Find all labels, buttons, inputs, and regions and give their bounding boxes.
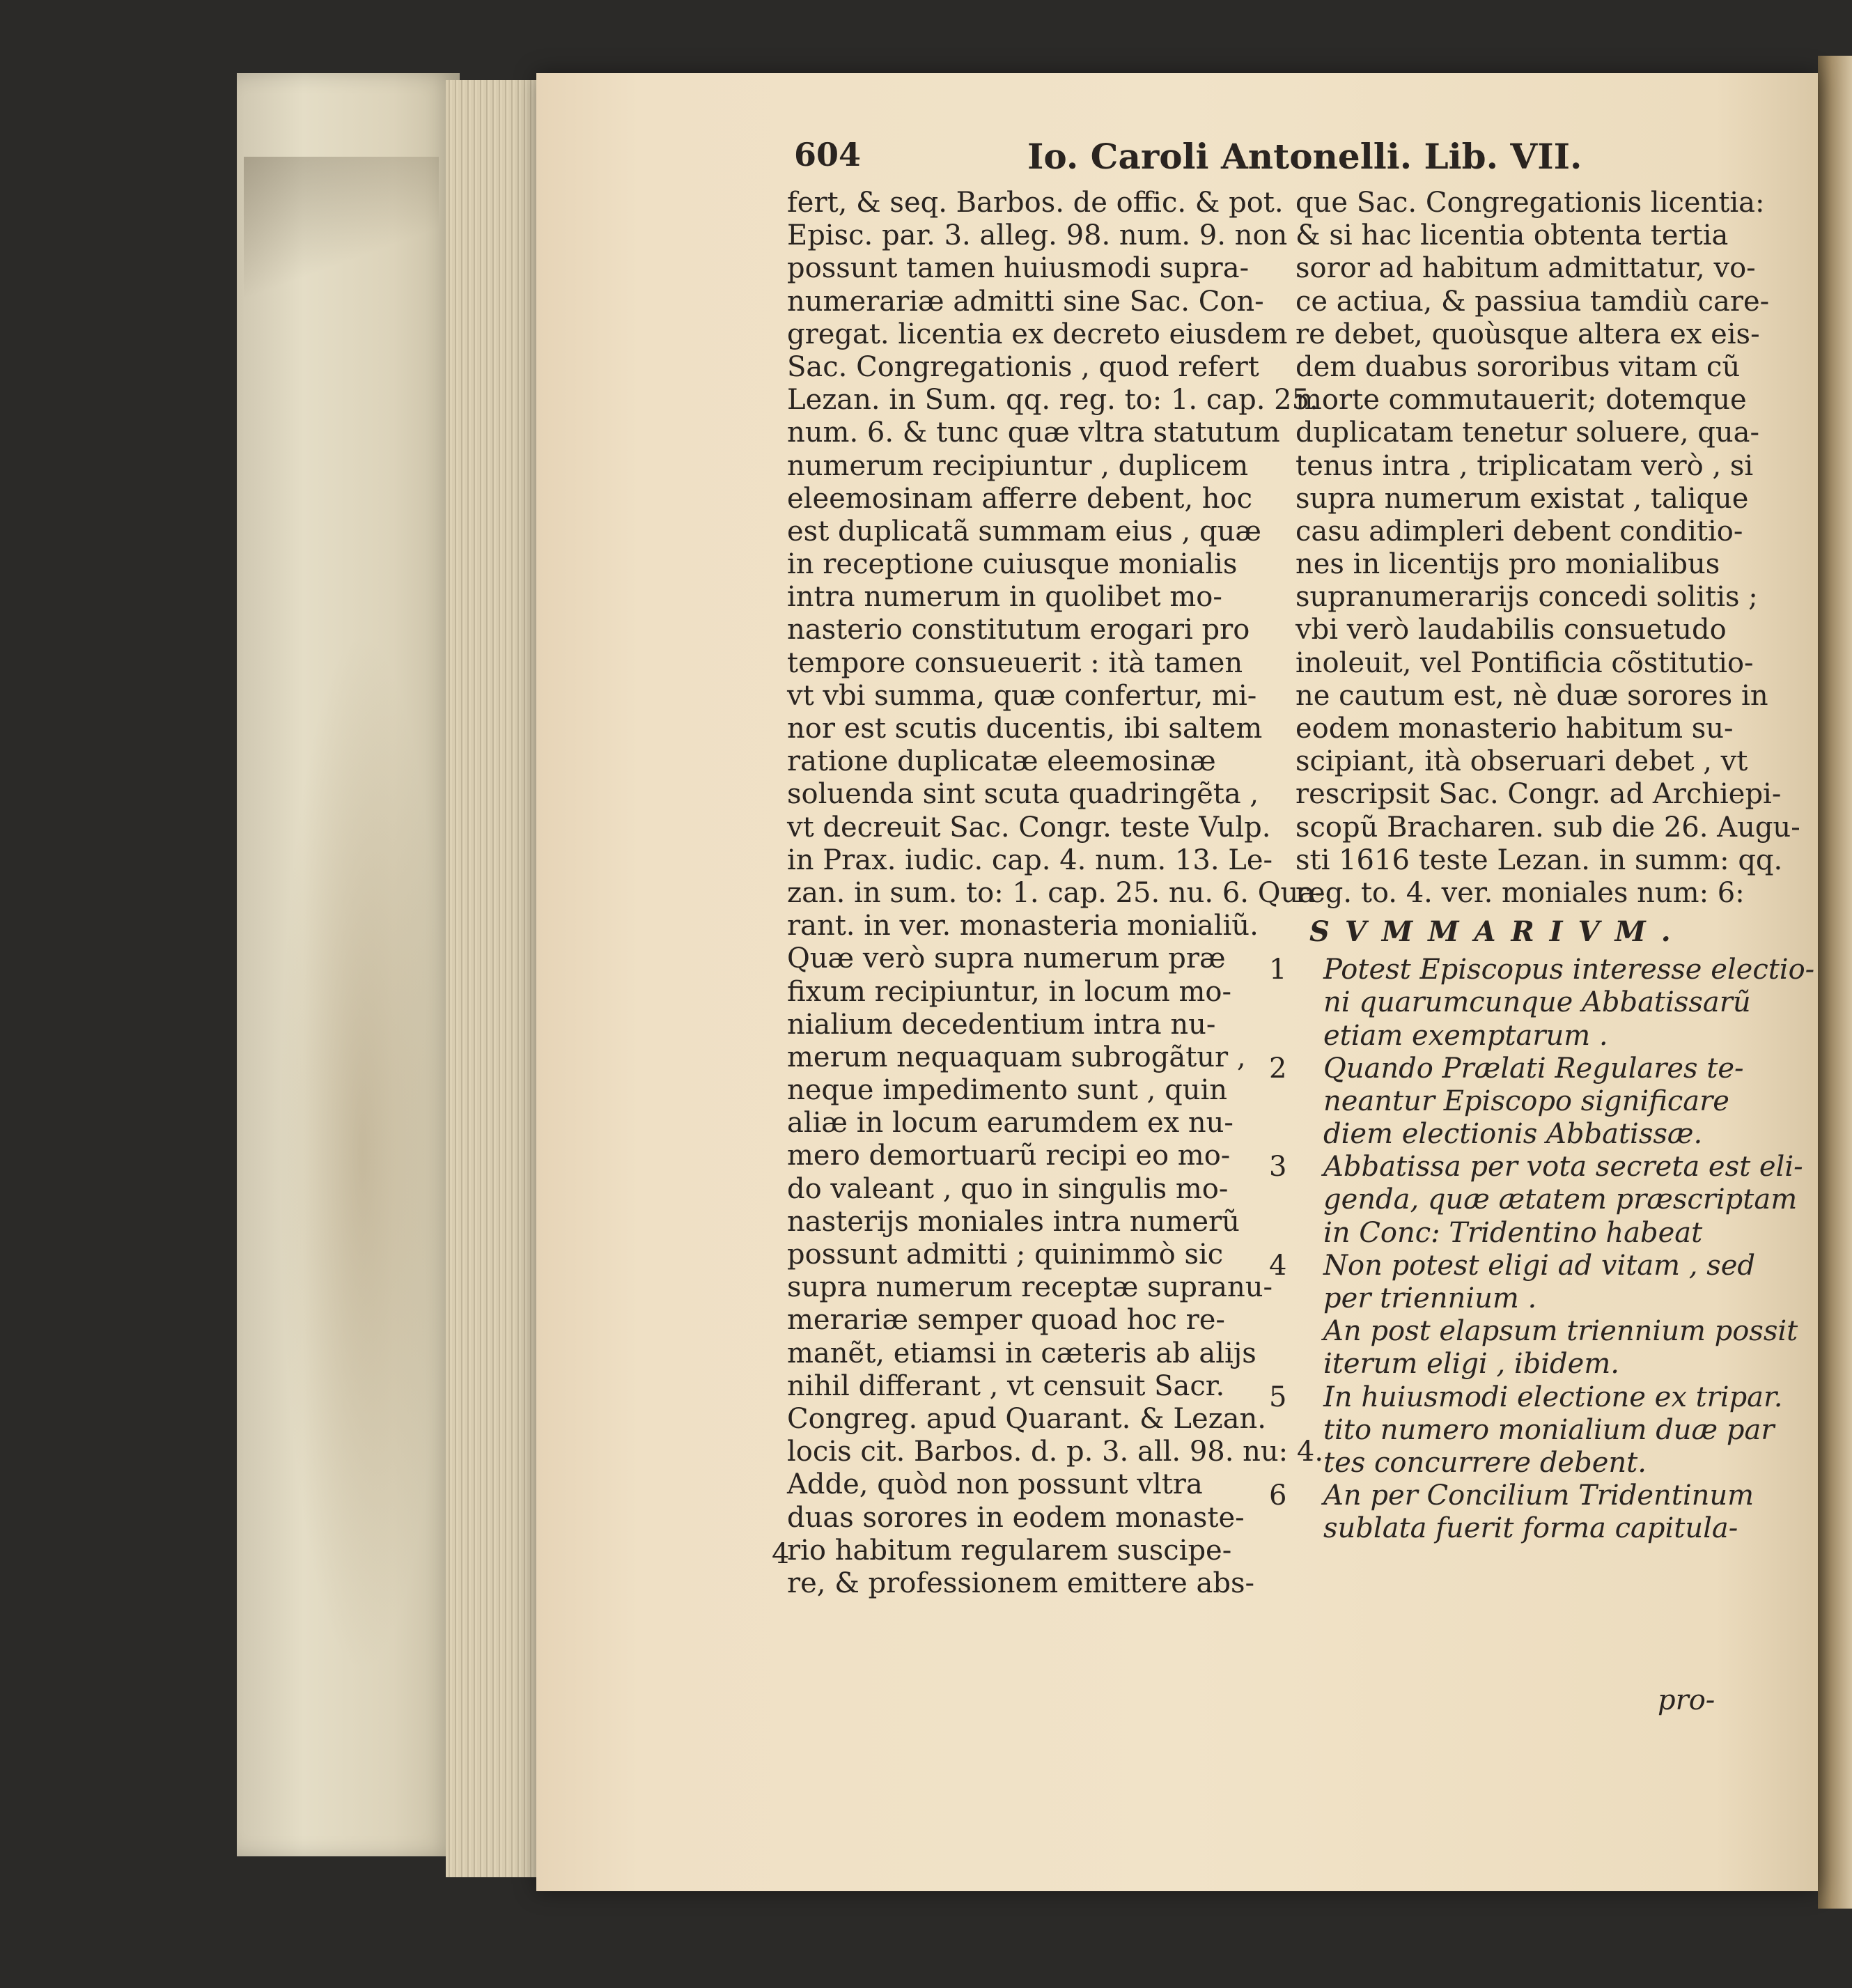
text-line: eodem monasterio habitum su- [1295, 713, 1734, 745]
text-line: supranumerarijs concedi solitis ; [1295, 581, 1758, 614]
summary-entry [1295, 1085, 1755, 1118]
text-line: est duplicatã summam eius , quæ [787, 515, 1261, 548]
summary-text: Quando Prælati Regulares te- [1323, 1052, 1744, 1085]
text-line: num. 6. & tunc quæ vltra statutum [787, 417, 1280, 449]
text-line: numerum recipiuntur , duplicem [787, 449, 1249, 482]
summary-entry [1269, 1249, 1756, 1282]
text-line: rant. in ver. monasteria monialiũ. [787, 910, 1259, 942]
text-line: manẽt, etiamsi in cæteris ab alijs [787, 1337, 1256, 1369]
summary-entry [1295, 1512, 1755, 1545]
summary-entry [1295, 1282, 1755, 1315]
text-line: rescripsit Sac. Congr. ad Archiepi- [1295, 778, 1782, 811]
text-line: do valeant , quo in singulis mo- [787, 1172, 1229, 1205]
summary-number: 1 [1269, 954, 1287, 986]
summary-entry [1269, 1381, 1783, 1414]
text-line: soluenda sint scuta quadringẽta , [787, 778, 1259, 811]
summary-entry [1295, 1217, 1755, 1250]
summary-text: An per Concilium Tridentinum [1323, 1480, 1754, 1512]
text-line: in Prax. iudic. cap. 4. num. 13. Le- [787, 844, 1273, 876]
page-edges [446, 80, 543, 1877]
text-line: vbi verò laudabilis consuetudo [1295, 614, 1727, 646]
summary-entry [1269, 954, 1815, 986]
text-line: vt vbi summa, quæ confertur, mi- [787, 679, 1257, 712]
summary-number: 2 [1269, 1052, 1287, 1085]
text-line: que Sac. Congregationis licentia: [1295, 187, 1765, 219]
text-line: Adde, quòd non possunt vltra [787, 1468, 1203, 1501]
text-line: fert, & seq. Barbos. de offic. & pot. [787, 187, 1284, 219]
summary-list [1269, 954, 1815, 1545]
text-line: tenus intra , triplicatam verò , si [1295, 449, 1754, 482]
text-line: nihil differant , vt censuit Sacr. [787, 1369, 1225, 1402]
summary-entry [1269, 1151, 1803, 1183]
text-line: in receptione cuiusque monialis [787, 548, 1238, 581]
text-line: duplicatam tenetur soluere, qua- [1295, 417, 1760, 449]
summary-entry [1295, 1413, 1775, 1447]
text-line: re, & professionem emittere abs- [787, 1567, 1255, 1599]
text-line: Quæ verò supra numerum præ [787, 942, 1226, 975]
summary-entry [1295, 1020, 1755, 1053]
text-line: fixum recipiuntur, in locum mo- [787, 975, 1232, 1008]
text-line: duas sorores in eodem monaste- [787, 1501, 1245, 1534]
summary-entry [1295, 1183, 1798, 1216]
text-line: rio habitum regularem suscipe- [787, 1534, 1232, 1567]
text-line: Lezan. in Sum. qq. reg. to: 1. cap. 25. [787, 384, 1318, 417]
text-line: reg. to. 4. ver. moniales num: 6: [1295, 876, 1745, 909]
summary-text: sublata fuerit forma capitula- [1323, 1512, 1738, 1545]
summary-text: tes concurrere debent. [1323, 1446, 1647, 1479]
text-line: eleemosinam afferre debent, hoc [787, 482, 1253, 515]
text-line: sti 1616 teste Lezan. in summ: qq. [1295, 844, 1783, 876]
text-line: supra numerum existat , talique [1295, 482, 1749, 515]
margin-number: 4 [772, 1538, 790, 1570]
text-line: casu adimpleri debent conditio- [1295, 515, 1743, 548]
text-line: locis cit. Barbos. d. p. 3. all. 98. nu: 4. [787, 1436, 1324, 1468]
summary-number: 4 [1269, 1249, 1287, 1282]
left-cover-board [237, 73, 460, 1856]
text-line: ne cautum est, nè duæ sorores in [1295, 679, 1768, 712]
text-line: gregat. licentia ex decreto eiusdem [787, 318, 1288, 350]
summary-text: An post elapsum triennium possit [1323, 1315, 1798, 1348]
summary-text: tito numero monialium duæ par [1323, 1413, 1775, 1446]
gutter-right-page [1818, 56, 1852, 1909]
text-line: Sac. Congregationis , quod refert [787, 350, 1259, 383]
summary-number: 3 [1269, 1151, 1287, 1183]
catchword: pro- [1658, 1684, 1715, 1716]
summary-entry [1269, 1052, 1755, 1085]
text-line: nasterijs moniales intra numerũ [787, 1205, 1240, 1238]
summary-entry [1295, 1447, 1755, 1480]
right-body-text [1295, 187, 1800, 910]
summary-text: etiam exemptarum . [1323, 1019, 1608, 1052]
summary-text: neantur Episcopo significare [1323, 1085, 1729, 1117]
running-title: Io. Caroli Antonelli. Lib. VII. [1027, 136, 1582, 177]
summary-text: in Conc: Tridentino habeat [1323, 1216, 1703, 1249]
text-line: scipiant, ità obseruari debet , vt [1295, 745, 1748, 778]
text-line: nor est scutis ducentis, ibi saltem [787, 713, 1263, 745]
summary-text: diem electionis Abbatissæ. [1323, 1118, 1703, 1151]
text-line: ce actiua, & passiua tamdiù care- [1295, 285, 1770, 318]
page-number: 604 [794, 136, 862, 173]
summary-text: Abbatissa per vota secreta est eli- [1323, 1151, 1803, 1183]
summary-text: genda, quæ ætatem præscriptam [1323, 1183, 1798, 1216]
text-line: nialium decedentium intra nu- [787, 1008, 1216, 1041]
summary-entry [1295, 986, 1755, 1019]
text-line: numerariæ admitti sine Sac. Con- [787, 285, 1264, 318]
summary-text: Potest Episcopus interesse electio- [1323, 954, 1815, 986]
text-line: inoleuit, vel Pontificia cõstitutio- [1295, 646, 1754, 679]
text-line: soror ad habitum admittatur, vo- [1295, 252, 1756, 285]
right-text-column [1269, 187, 1815, 1546]
summary-entry [1269, 1480, 1755, 1512]
text-line: supra numerum receptæ supranu- [787, 1271, 1273, 1304]
text-line: tempore consueuerit : ità tamen [787, 646, 1243, 679]
text-line: possunt tamen huiusmodi supra- [787, 252, 1250, 285]
text-line: merariæ semper quoad hoc re- [787, 1304, 1225, 1337]
text-line: & si hac licentia obtenta tertia [1295, 219, 1729, 252]
text-line: nes in licentijs pro monialibus [1295, 548, 1720, 581]
summary-number: 5 [1269, 1381, 1287, 1413]
text-line: Episc. par. 3. alleg. 98. num. 9. non [787, 219, 1288, 252]
text-line: nasterio constitutum erogari pro [787, 614, 1250, 646]
summary-number: 6 [1269, 1480, 1287, 1512]
text-line: merum nequaquam subrogãtur , [787, 1041, 1246, 1073]
text-line: vt decreuit Sac. Congr. teste Vulp. [787, 811, 1271, 844]
text-line: re debet, quoùsque altera ex eis- [1295, 318, 1760, 350]
text-line: mero demortuarũ recipi eo mo- [787, 1140, 1231, 1172]
summary-entry [1295, 1315, 1798, 1348]
summary-text: In huiusmodi electione ex tripar. [1323, 1381, 1783, 1413]
left-text-column [787, 187, 1325, 1600]
text-line: possunt admitti ; quinimmò sic [787, 1238, 1224, 1271]
text-line: scopũ Bracharen. sub die 26. Augu- [1295, 811, 1800, 844]
summary-text: per triennium . [1323, 1282, 1537, 1314]
cover-stain [279, 630, 446, 1675]
text-line: morte commutauerit; dotemque [1295, 384, 1747, 417]
text-line: intra numerum in quolibet mo- [787, 581, 1222, 614]
summary-entry [1295, 1348, 1755, 1381]
text-line: aliæ in locum earumdem ex nu- [787, 1107, 1234, 1140]
summary-text: ni quarumcunque Abbatissarũ [1323, 986, 1751, 1019]
summary-entry [1295, 1118, 1755, 1151]
text-line: neque impedimento sunt , quin [787, 1074, 1228, 1107]
summary-text: Non potest eligi ad vitam , sed [1323, 1249, 1756, 1282]
text-line: Congreg. apud Quarant. & Lezan. [787, 1402, 1267, 1435]
summary-text: iterum eligi , ibidem. [1323, 1348, 1619, 1381]
text-line: ratione duplicatæ eleemosinæ [787, 745, 1216, 778]
text-line: dem duabus sororibus vitam cũ [1295, 350, 1741, 383]
cover-wear [244, 157, 439, 324]
summarium-title: SVMMARIVM. [1309, 915, 1686, 949]
text-line: zan. in sum. to: 1. cap. 25. nu. 6. Qua- [787, 876, 1325, 909]
